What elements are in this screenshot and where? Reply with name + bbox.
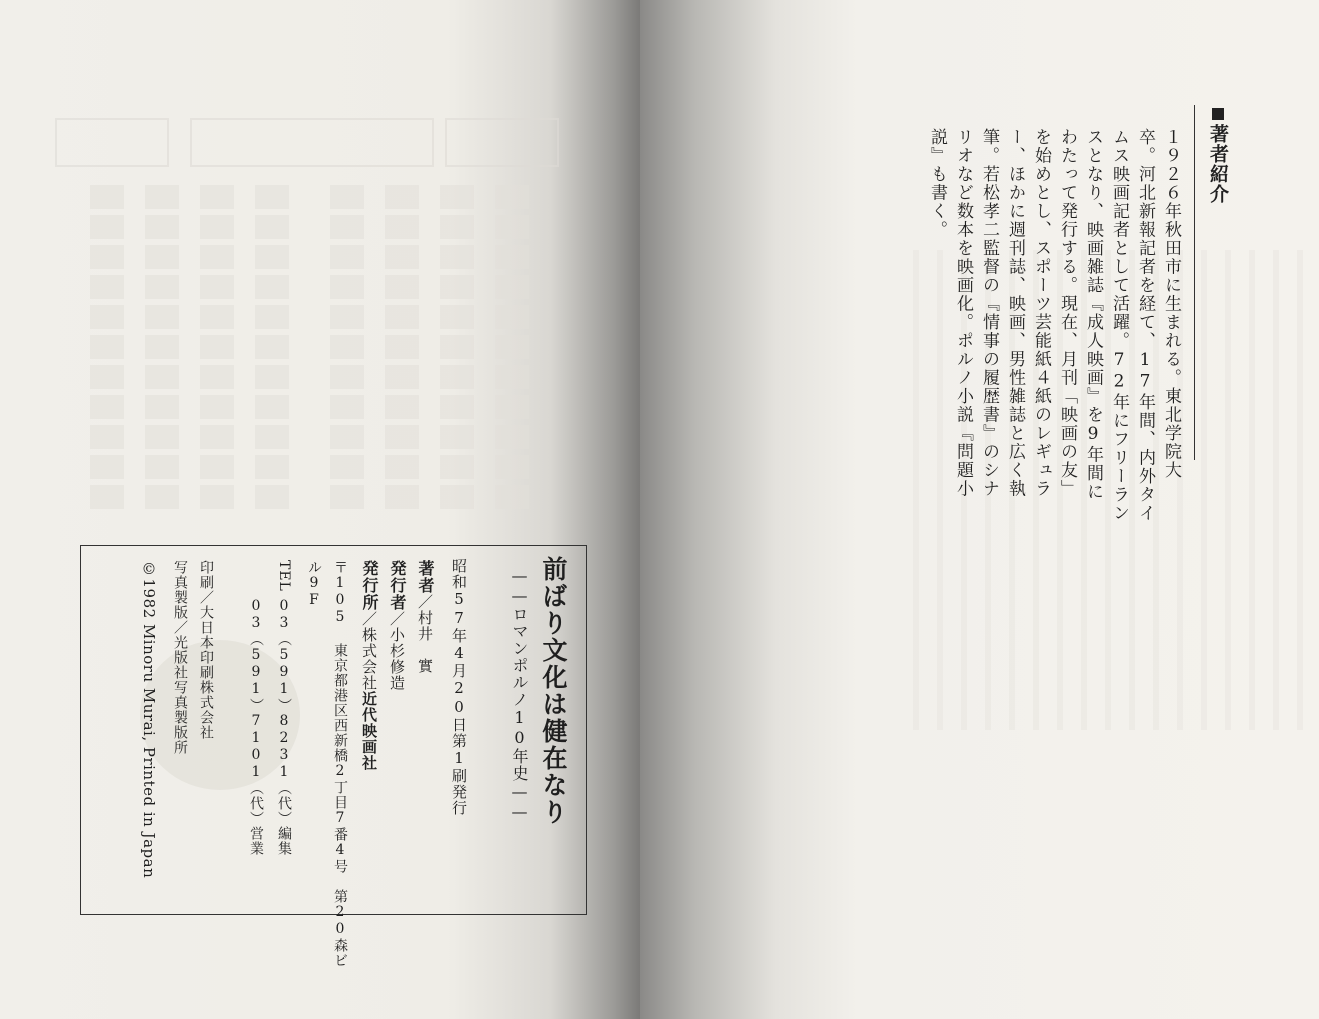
- square-bullet-icon: [1212, 108, 1224, 120]
- bio-line: スとなり、映画雑誌『成人映画』を9年間に: [1083, 128, 1103, 501]
- bleed-through-column: [90, 185, 124, 515]
- bio-line: 卒。河北新報記者を経て、17年間、内外タイ: [1135, 128, 1155, 523]
- bio-line: を始めとし、スポーツ芸能紙４紙のレギュラ: [1031, 128, 1051, 498]
- author-name: ／村井 實: [416, 594, 434, 674]
- photo-plate-line: 写真製版／光版社写真製版所: [172, 560, 188, 755]
- bleed-through-box: [445, 118, 559, 167]
- address: 〒105 東京都港区西新橋2丁目7番4号 第20森ビ: [332, 560, 348, 968]
- bio-line: ー、ほかに週刊誌、映画、男性雑誌と広く執: [1005, 128, 1025, 498]
- printer-line: 印刷／大日本印刷株式会社: [198, 560, 214, 740]
- bleed-through-column: [255, 185, 289, 515]
- bio-line: ムス映画記者として活躍。72年にフリーラン: [1109, 128, 1129, 523]
- bleed-through-column: [200, 185, 234, 515]
- address-continued: ル9F: [306, 560, 322, 609]
- tel-editorial: 03（591）8231（代）編集: [276, 598, 292, 856]
- bleed-through-column: [440, 185, 474, 515]
- author-label: 著者: [416, 560, 435, 594]
- bio-line: わたって発行する。現在、月刊「映画の友」: [1057, 128, 1077, 498]
- publishing-house-label: 発行所: [360, 560, 379, 611]
- bio-line: リオなど数本を映画化。ポルノ小説『問題小: [953, 128, 973, 498]
- bio-divider: [1194, 105, 1195, 460]
- copyright-line: ©1982 Minoru Murai, Printed in Japan: [140, 560, 158, 879]
- bio-line: 筆。若松孝二監督の『情事の履歴書』のシナ: [979, 128, 999, 498]
- bleed-through-column: [385, 185, 419, 515]
- tel-sales: 03（591）7101（代）営業: [248, 598, 264, 856]
- bio-heading-text: 著者紹介: [1207, 124, 1229, 204]
- left-page: [0, 0, 640, 1019]
- publisher-label: 発行者: [388, 560, 407, 611]
- book-subtitle: ——ロマンポルノ10年史——: [510, 566, 529, 822]
- colophon-box: [80, 545, 587, 968]
- bio-line: １９２６年秋田市に生まれる。東北学院大: [1161, 128, 1181, 480]
- publishing-house-line: [361, 560, 377, 900]
- publishing-house-prefix: ／株式会社: [360, 611, 378, 691]
- bleed-through-box: [55, 118, 169, 167]
- tel-label: TEL: [276, 560, 292, 592]
- bio-heading: [1205, 108, 1232, 204]
- bleed-through-box: [190, 118, 434, 167]
- publishing-house-name: 近代映画社: [360, 691, 378, 771]
- publication-date: 昭和57年4月20日第1刷発行: [450, 558, 468, 816]
- bleed-through-column: [145, 185, 179, 515]
- book-title: 前ばり文化は健在なり: [539, 556, 568, 826]
- bio-line: 説』も書く。: [927, 128, 947, 239]
- bleed-through-column: [330, 185, 364, 515]
- author-line: [417, 560, 433, 900]
- bleed-through-column: [495, 185, 529, 515]
- publisher-line: [389, 560, 405, 900]
- publisher-name: ／小杉修造: [388, 611, 406, 691]
